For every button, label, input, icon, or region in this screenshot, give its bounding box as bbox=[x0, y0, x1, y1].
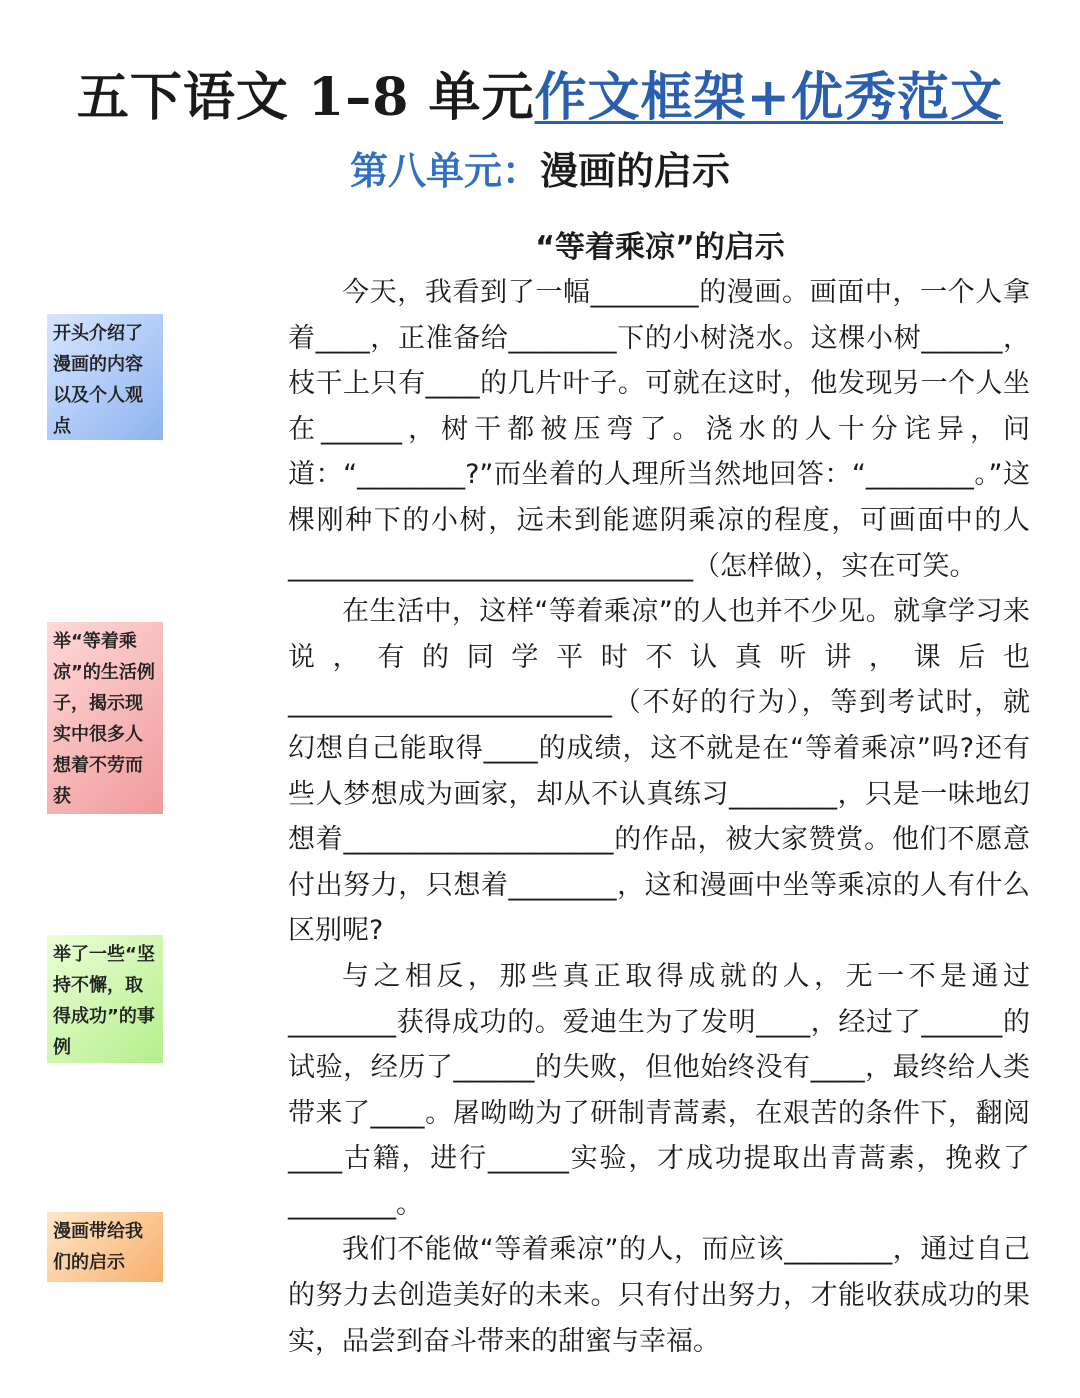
margin-note-life-example: 举“等着乘凉”的生活例子，揭示现实中很多人想着不劳而获 bbox=[47, 622, 163, 814]
unit-topic: 漫画的启示 bbox=[540, 149, 731, 193]
page-title bbox=[0, 55, 1080, 130]
unit-label: 第八单元： bbox=[349, 149, 540, 193]
essay-title: “等着乘凉”的启示 bbox=[535, 230, 785, 265]
essay-paragraph-1: 今天，我看到了一幅________的漫画。画面中，一个人拿着____，正准备给________下的小树浇水。这棵小树______，枝干上只有____的几片叶子。可就在这时，他发现另一个人坐在______，树干都被压弯了。浇水的人十分诧异，问道：“________?”而坐着的人理所当然地回答：“________。”这棵刚种下的小树，远未到能遮阴乘凉的程度，可画面中的人______________________________（怎样做），实在可笑。 bbox=[288, 277, 1030, 582]
page-title-highlight: 作文框架+优秀范文 bbox=[534, 67, 1004, 128]
essay-paragraph-3: 与之相反，那些真正取得成就的人，无一不是通过________获得成功的。爱迪生为了发明____，经过了______的试验，经历了______的失败，但他始终没有____，最终给人类带来了____。屠呦呦为了研制青蒿素，在艰苦的条件下，翻阅____古籍，进行______实验，才成功提取出青蒿素，挽救了________。 bbox=[288, 960, 1030, 1220]
essay-body bbox=[288, 270, 1030, 1364]
margin-note-success-example: 举了一些“坚持不懈，取得成功”的事例 bbox=[47, 935, 163, 1063]
margin-note-opening: 开头介绍了漫画的内容以及个人观点 bbox=[47, 314, 163, 440]
margin-note-conclusion: 漫画带给我们的启示 bbox=[47, 1212, 163, 1282]
essay-paragraph-4: 我们不能做“等着乘凉”的人，而应该________，通过自己的努力去创造美好的未来。只有付出努力，才能收获成功的果实，品尝到奋斗带来的甜蜜与幸福。 bbox=[288, 1234, 1030, 1357]
page-title-black: 五下语文 1–8 单元 bbox=[76, 67, 535, 128]
essay-paragraph-2: 在生活中，这样“等着乘凉”的人也并不少见。就拿学习来说，有的同学平时不认真听讲，课后也________________________（不好的行为），等到考试时，就幻想自己能取得____的成绩，这不就是在“等着乘凉”吗?还有些人梦想成为画家，却从不认真练习________，只是一味地幻想着____________________的作品，被大家赞赏。他们不愿意付出努力，只想着________，这和漫画中坐等乘凉的人有什么区别呢? bbox=[288, 596, 1030, 947]
unit-heading bbox=[0, 140, 1080, 195]
